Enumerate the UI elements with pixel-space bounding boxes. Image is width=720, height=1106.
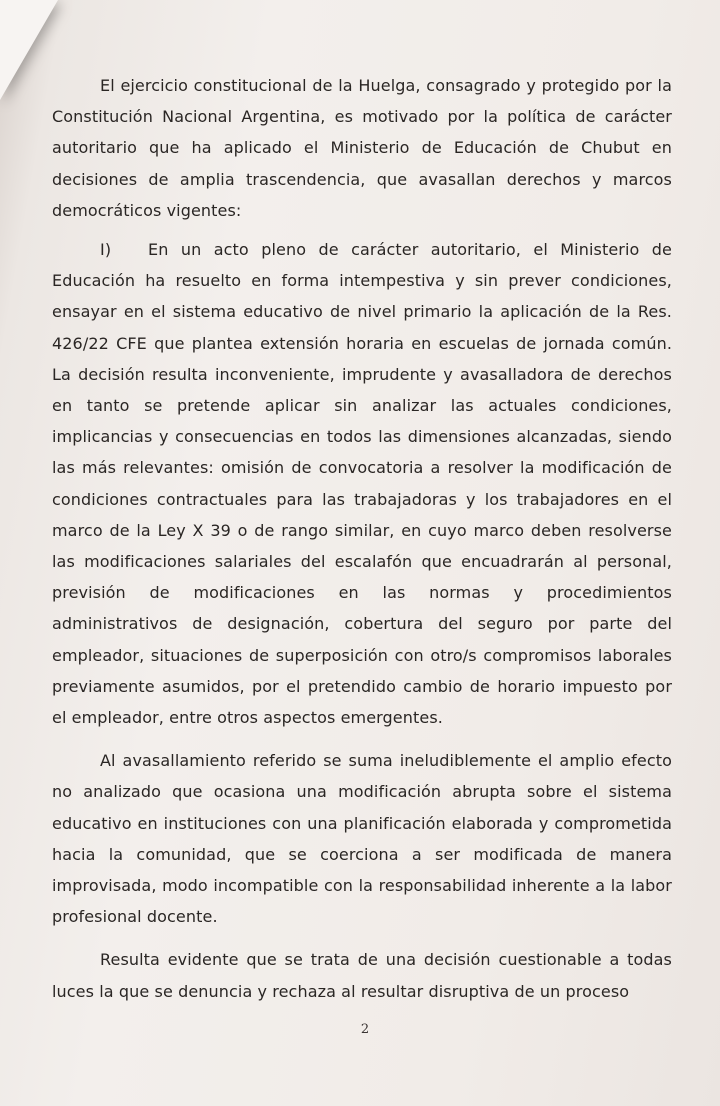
- item-text: En un acto pleno de carácter autoritario, el Ministerio de Educación ha resuelto en forma intempestiva y sin prever condiciones, ensayar en el sistema educativo de nivel primario la aplicación de la Res. 426/22 CFE que plantea extensión horaria en escuelas de jornada común. La decisión resulta inconveniente, imprudente y avasalladora de derechos en tanto se pretende aplicar sin analizar las actuales condiciones, implicancias y consecuencias en todos las dimensiones alcanzadas, siendo las más relevantes: omisión de convocatoria a resolver la modificación de condiciones contractuales para las trabajadoras y los trabajadores en el marco de la Ley X 39 o de rango similar, en cuyo marco deben resolverse las modificaciones salariales del escalafón que encuadrarán al personal, previsión de modificaciones en las normas y procedimientos administrativos de designación, cobertura del seguro por parte del empleador, situaciones de superposición con otro/s compromisos laborales previamente asumidos, por el pretendido cambio de horario impuesto por el empleador, entre otros aspectos emergentes.: [52, 240, 672, 728]
- paragraph-avasallamiento: Al avasallamiento referido se suma ineludiblemente el amplio efecto no analizado que ocasiona una modificación abrupta sobre el sistema educativo en instituciones con una planificación elaborada y comprometida hacia la comunidad, que se coerciona a ser modificada de manera improvisada, modo incompatible con la responsabilidad inherente a la labor profesional docente.: [52, 751, 672, 927]
- document-body: [52, 70, 672, 1019]
- paragraph-resulta: Resulta evidente que se trata de una decisión cuestionable a todas luces la que se denuncia y rechaza al resultar disruptiva de un proceso: [52, 950, 672, 1001]
- intro-paragraph: El ejercicio constitucional de la Huelga, consagrado y protegido por la Constitución Nacional Argentina, es motivado por la política de carácter autoritario que ha aplicado el Ministerio de Educación de Chubut en decisiones de amplia trascendencia, que avasallan derechos y marcos democráticos vigentes:: [52, 76, 672, 220]
- item-number: I): [100, 240, 112, 260]
- item-paragraph: [52, 234, 672, 733]
- page-number: 2: [360, 1022, 370, 1037]
- folded-corner: [0, 0, 58, 100]
